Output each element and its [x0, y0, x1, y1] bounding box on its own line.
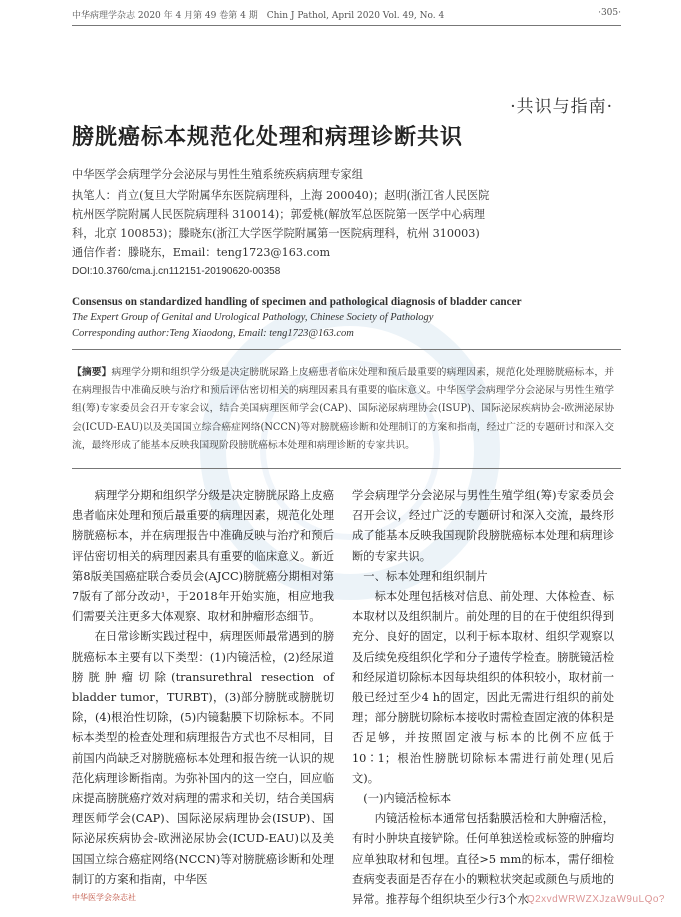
header-rule	[72, 25, 621, 26]
corresponding-author: 通信作者：滕晓东，Email：teng1723@163.com	[72, 246, 331, 259]
author-line-3: 科，北京 100853)；滕晓东(浙江大学医学院附属第一医院病理科，杭州 310003)	[72, 227, 480, 240]
abstract-bottom-rule	[72, 468, 621, 469]
running-header-journal: 中华病理学杂志 2020 年 4 月第 49 卷第 4 期 Chin J Pathol, April 2020 Vol. 49, No. 4	[72, 11, 445, 21]
body-paragraph: 病理学分期和组织学分级是决定膀胱尿路上皮癌患者临床处理和预后最重要的病理因素，规范化处理膀胱癌标本，并在病理报告中准确反映与治疗和预后评估密切相关的病理因素具有重要的临床意义。新近第8版美国癌症联合委员会(AJCC)膀胱癌分期相对第7版有了部分改动¹，于2018年开始实施，相应地我们需要关注更多大体观察、取材和肿瘤形态细节。	[72, 489, 334, 624]
body-column-right	[352, 486, 614, 910]
body-column-left	[72, 486, 334, 890]
abstract	[72, 364, 614, 455]
body-paragraph: 学会病理学分会泌尿与男性生殖学组(筹)专家委员会召开会议，经过广泛的专题研讨和深入交流，最终形成了能基本反映我国现阶段膀胱癌标本处理和病理诊断的专家共识。	[352, 489, 614, 563]
author-line-2: 杭州医学院附属人民医院病理科 310014)；郭爱桃(解放军总医院第一医学中心病理	[72, 208, 485, 221]
english-title: Consensus on standardized handling of specimen and pathological diagnosis of bladder cancer	[72, 296, 522, 308]
publisher-logo: 中华医学会杂志社	[72, 893, 136, 902]
page-number: ·305·	[598, 8, 621, 18]
expert-group: 中华医学会病理学分会泌尿与男性生殖系统疾病病理专家组	[72, 168, 363, 181]
author-line-1: 执笔人：肖立(复旦大学附属华东医院病理科，上海 200040)；赵明(浙江省人民医院	[72, 189, 490, 202]
english-corresponding: Corresponding author:Teng Xiaodong, Email: teng1723@163.com	[72, 328, 354, 339]
abstract-label: 【摘要】	[72, 367, 112, 378]
body-paragraph: 在日常诊断实践过程中，病理医师最常遇到的膀胱癌标本主要有以下类型：(1)内镜活检，(2)经尿道膀胱肿瘤切除(transurethral resection of bladder tumor，TURBT)，(3)部分膀胱或膀胱切除，(4)根治性切除，(5)内镜黏膜下切除标本。不同标本类型的检查处理和病理报告方式也不尽相同，目前国内尚缺乏对膀胱癌标本处理和报告统一认识的规范化病理诊断指南。为弥补国内的这一空白，回应临床提高膀胱癌疗效对病理的需求和关切，结合美国病理医师学会(CAP)、国际泌尿病理协会(ISUP)、国际泌尿疾病协会-欧洲泌尿协会(ICUD-EAU)以及美国国立综合癌症网络(NCCN)等对膀胱癌诊断和处理制订的方案和指南，中华医	[72, 630, 334, 886]
body-paragraph: 标本处理包括核对信息、前处理、大体检查、标本取材以及组织制片。前处理的目的在于使组织得到充分、良好的固定，以利于标本取材、组织学观察以及后续免疫组织化学和分子遗传学检查。膀胱镜活检和经尿道切除标本因每块组织的体积较小，取材前一般已经过至少4 h的固定，因此无需进行组织的前处理；部分膀胱切除标本接收时需检查固定液的体积是否足够，并按照固定液与标本的比例不应低于10∶1；根治性膀胱切除标本需进行前处理(见后文)。	[352, 590, 614, 785]
english-group: The Expert Group of Genital and Urological Pathology, Chinese Society of Pathology	[72, 312, 434, 323]
footer-watermark-code: Q2xvdWRWZXJzaW9uLQo?	[526, 894, 665, 905]
doi: DOI:10.3760/cma.j.cn112151-20190620-00358	[72, 266, 281, 277]
body-paragraph: 内镜活检标本通常包括黏膜活检和大肿瘤活检，有时小肿块直接铲除。任何单独送检或标签的肿瘤均应单独取材和包埋。直径>5 mm的标本，需仔细检查病变表面是否存在小的颗粒状突起或颜色与质地的异常。推荐每个组织块至少行3个水	[352, 812, 614, 907]
abstract-text: 病理学分期和组织学分级是决定膀胱尿路上皮癌患者临床处理和预后最重要的病理因素，规范化处理膀胱癌标本，并在病理报告中准确反映与治疗和预后评估密切相关的病理因素具有重要的临床意义。中华医学会病理学分会泌尿与男性生殖学组(筹)专家委员会召开专家会议，结合美国病理医师学会(CAP)、国际泌尿病理协会(ISUP)、国际泌尿疾病协会-欧洲泌尿协会(ICUD-EAU)以及美国国立综合癌症网络(NCCN)等对膀胱癌诊断和处理制订的方案和指南，经过广泛的专题研讨和深入交流，最终形成了能基本反映我国现阶段膀胱癌标本处理和病理诊断的专家共识。	[72, 367, 615, 451]
subsection-heading: (一)内镜活检标本	[363, 792, 452, 806]
author-block	[72, 165, 612, 281]
article-title: 膀胱癌标本规范化处理和病理诊断共识	[72, 124, 464, 150]
section-label: ·共识与指南·	[510, 97, 613, 117]
section-heading: 一、标本处理和组织制片	[363, 569, 488, 583]
abstract-top-rule	[72, 349, 621, 350]
english-title-block	[72, 294, 632, 342]
